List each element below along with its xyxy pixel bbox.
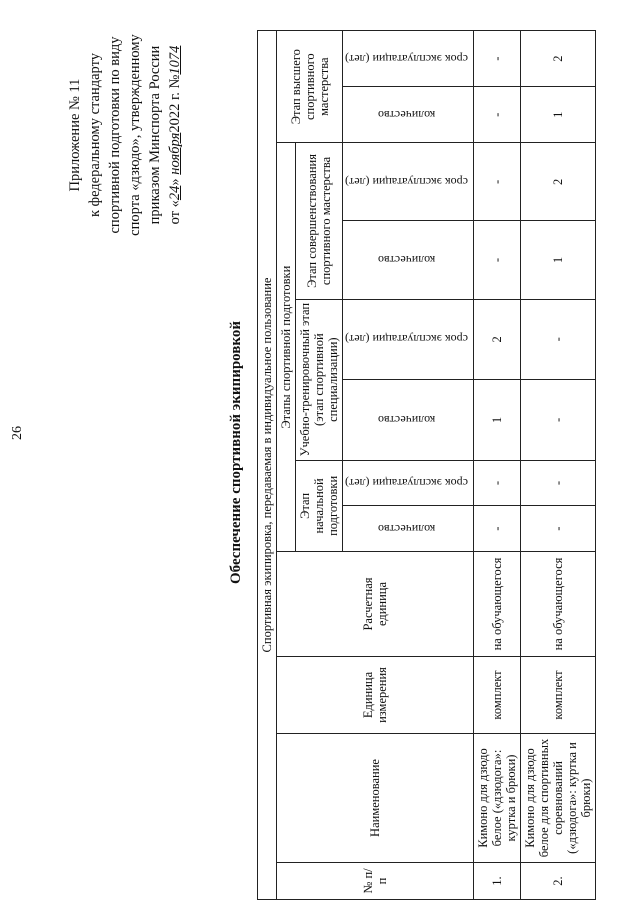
row-value: 1 [520, 87, 595, 143]
date-day: 24 [167, 185, 183, 201]
appendix-line: спорта «дзюдо», утвержденному [127, 34, 143, 236]
subheader-label: срок эксплуатации (лет) [345, 51, 468, 66]
appendix-line: к федеральному стандарту [87, 53, 103, 217]
row-calc: на обучающегося [520, 552, 595, 657]
row-value: 2 [473, 299, 520, 380]
row-value: 1 [520, 221, 595, 299]
row-unit: комплект [473, 657, 520, 734]
subheader-quantity [343, 380, 474, 461]
row-calc: на обучающегося [473, 552, 520, 657]
subheader-label: количество [377, 412, 436, 427]
date-year: 2022 г. № [167, 74, 183, 133]
stages-header: Этапы спортивной подготовки [277, 143, 296, 552]
row-value: 2 [520, 143, 595, 221]
row-value: - [473, 460, 520, 506]
row-value: 2 [520, 31, 595, 87]
subheader-label: количество [377, 521, 436, 536]
row-value: - [473, 143, 520, 221]
subheader-label: количество [377, 107, 436, 122]
subheader-label: срок эксплуатации (лет) [345, 476, 468, 491]
header-num: № п/п [277, 863, 474, 900]
page-number: 26 [10, 426, 25, 440]
date-prefix: от « [167, 200, 183, 225]
appendix-line: приказом Минспорта России [147, 45, 163, 225]
header-unit: Единица измерения [277, 657, 474, 734]
table-body [473, 31, 595, 900]
group-header: Спортивная экипировка, передаваемая в индивидуальное пользование [258, 31, 277, 900]
date-mid: » [167, 178, 183, 186]
subheader-term [343, 460, 474, 506]
appendix-header [65, 5, 185, 265]
subheader-label: срок эксплуатации (лет) [345, 174, 468, 189]
table-row [473, 31, 520, 900]
row-unit: комплект [520, 657, 595, 734]
subheader-term [343, 31, 474, 87]
stage-header-3: Этап совершенствования спортивного мастерства [296, 143, 343, 299]
table-row [520, 31, 595, 900]
subheader-quantity [343, 87, 474, 143]
stage-header-2: Учебно-тренировочный этап (этап спортивной специализации) [296, 299, 343, 460]
equipment-table [257, 30, 596, 900]
order-number: 1074 [167, 45, 183, 75]
row-value: - [473, 87, 520, 143]
row-name: Кимоно для дзюдо белое для спортивных соревнований («дзюдога»: куртка и брюки) [520, 734, 595, 863]
row-value: - [473, 31, 520, 87]
date-month: ноября [167, 132, 183, 175]
appendix-line: спортивной подготовки по виду [107, 36, 123, 234]
appendix-number: Приложение № 11 [67, 78, 83, 192]
row-value: - [520, 506, 595, 552]
header-name: Наименование [277, 734, 474, 863]
appendix-date-line [165, 5, 185, 265]
row-value: 1 [473, 380, 520, 461]
row-value: - [473, 221, 520, 299]
section-title: Обеспечение спортивной экипировкой [228, 321, 244, 585]
row-value: - [520, 380, 595, 461]
row-value: - [520, 299, 595, 380]
row-number: 2. [520, 863, 595, 900]
stage-header-1: Этап начальной подготовки [296, 460, 343, 551]
stage-header-4: Этап высшего спортивного мастерства [277, 31, 343, 143]
row-number: 1. [473, 863, 520, 900]
subheader-term [343, 299, 474, 380]
subheader-quantity [343, 221, 474, 299]
subheader-quantity [343, 506, 474, 552]
subheader-label: количество [377, 252, 436, 267]
row-value: - [520, 460, 595, 506]
row-value: - [473, 506, 520, 552]
row-name: Кимоно для дзюдо белое («дзюдога»: куртка и брюки) [473, 734, 520, 863]
subheader-label: срок эксплуатации (лет) [345, 332, 468, 347]
subheader-term [343, 143, 474, 221]
header-calc: Расчетная единица [277, 552, 474, 657]
